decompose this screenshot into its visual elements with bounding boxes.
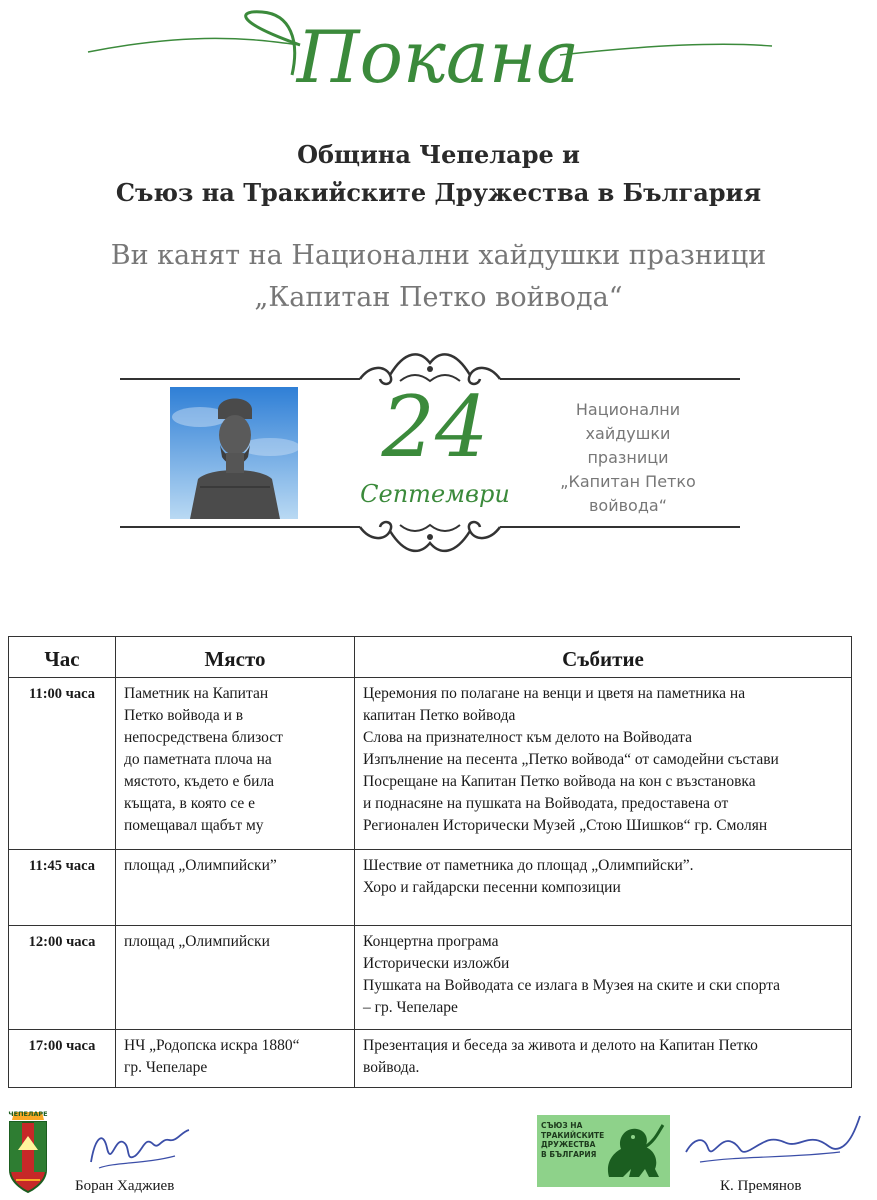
row-place: Паметник на Капитан Петко войвода и в непосредствена близост до паметната плоча на мястото, където е била къщата, в която се е помещавал щабът му (116, 678, 355, 850)
event-day: 24 (381, 378, 489, 476)
schedule-table (8, 636, 852, 1088)
row-events: Шествие от паметника до площад „Олимпийски”. Хоро и гайдарски песенни композиции (355, 850, 852, 926)
row-time: 11:00 часа (9, 678, 116, 850)
municipality-coat-of-arms-icon (8, 1110, 48, 1194)
invite-line-1: Ви канят на Национални хайдушки празници (110, 240, 767, 271)
festival-name-note: Национални хайдушки празници „Капитан Петко войвода“ (560, 400, 696, 515)
lion-emblem-icon (599, 1119, 667, 1183)
municipality-logo-text (8, 1105, 48, 1119)
organizer-line-1: Община Чепеларе и (297, 140, 580, 169)
table-row (9, 678, 852, 850)
row-place: площад „Олимпийски” (116, 850, 355, 926)
invite-line-2: „Капитан Петко войвода“ (254, 282, 623, 313)
left-signature-icon (85, 1118, 195, 1174)
page-title: Покана (296, 15, 580, 99)
monument-photo (170, 387, 298, 519)
row-place: НЧ „Родопска искра 1880“ гр. Чепеларе (116, 1030, 355, 1088)
table-header-row (9, 637, 852, 678)
row-events: Концертна програма Исторически изложби Пушката на Войводата се излага в Музея на ските и ски спорта – гр. Чепеларе (355, 926, 852, 1030)
header-time: Час (9, 637, 116, 678)
left-signatory-name: Боран Хаджиев (75, 1178, 175, 1194)
right-signature-icon (680, 1108, 865, 1174)
header-event: Събитие (355, 637, 852, 678)
thracian-union-logo (537, 1115, 670, 1187)
row-events: Презентация и беседа за живота и делото на Капитан Петко войвода. (355, 1030, 852, 1088)
logo-text: СЪЮЗ НА ТРАКИЙСКИТЕ ДРУЖЕСТВА В БЪЛГАРИЯ (541, 1121, 605, 1159)
row-events: Церемония по полагане на венци и цветя на паметника на капитан Петко войвода Слова на признателност към делото на Войводата Изпълнение на песента „Петко войвода“ от самодейни състави Посрещане на Капитан Петко войвода на кон с възстановка и поднасяне на пушката на Войводата, предоставена от Регионален Исторически Музей „Стою Шишков“ гр. Смолян (355, 678, 852, 850)
row-time: 12:00 часа (9, 926, 116, 1030)
right-signatory-name: К. Премянов (720, 1178, 802, 1194)
organizer-line-2: Съюз на Тракийските Дружества в България (115, 178, 762, 207)
row-place: площад „Олимпийски (116, 926, 355, 1030)
title-flourish (0, 0, 877, 100)
header-place: Място (116, 637, 355, 678)
table-row (9, 1030, 852, 1088)
svg-text:ЧЕПЕЛАРЕ: ЧЕПЕЛАРЕ (8, 1110, 48, 1118)
table-row (9, 850, 852, 926)
row-time: 17:00 часа (9, 1030, 116, 1088)
table-row (9, 926, 852, 1030)
row-time: 11:45 часа (9, 850, 116, 926)
event-month: Септември (360, 480, 510, 508)
